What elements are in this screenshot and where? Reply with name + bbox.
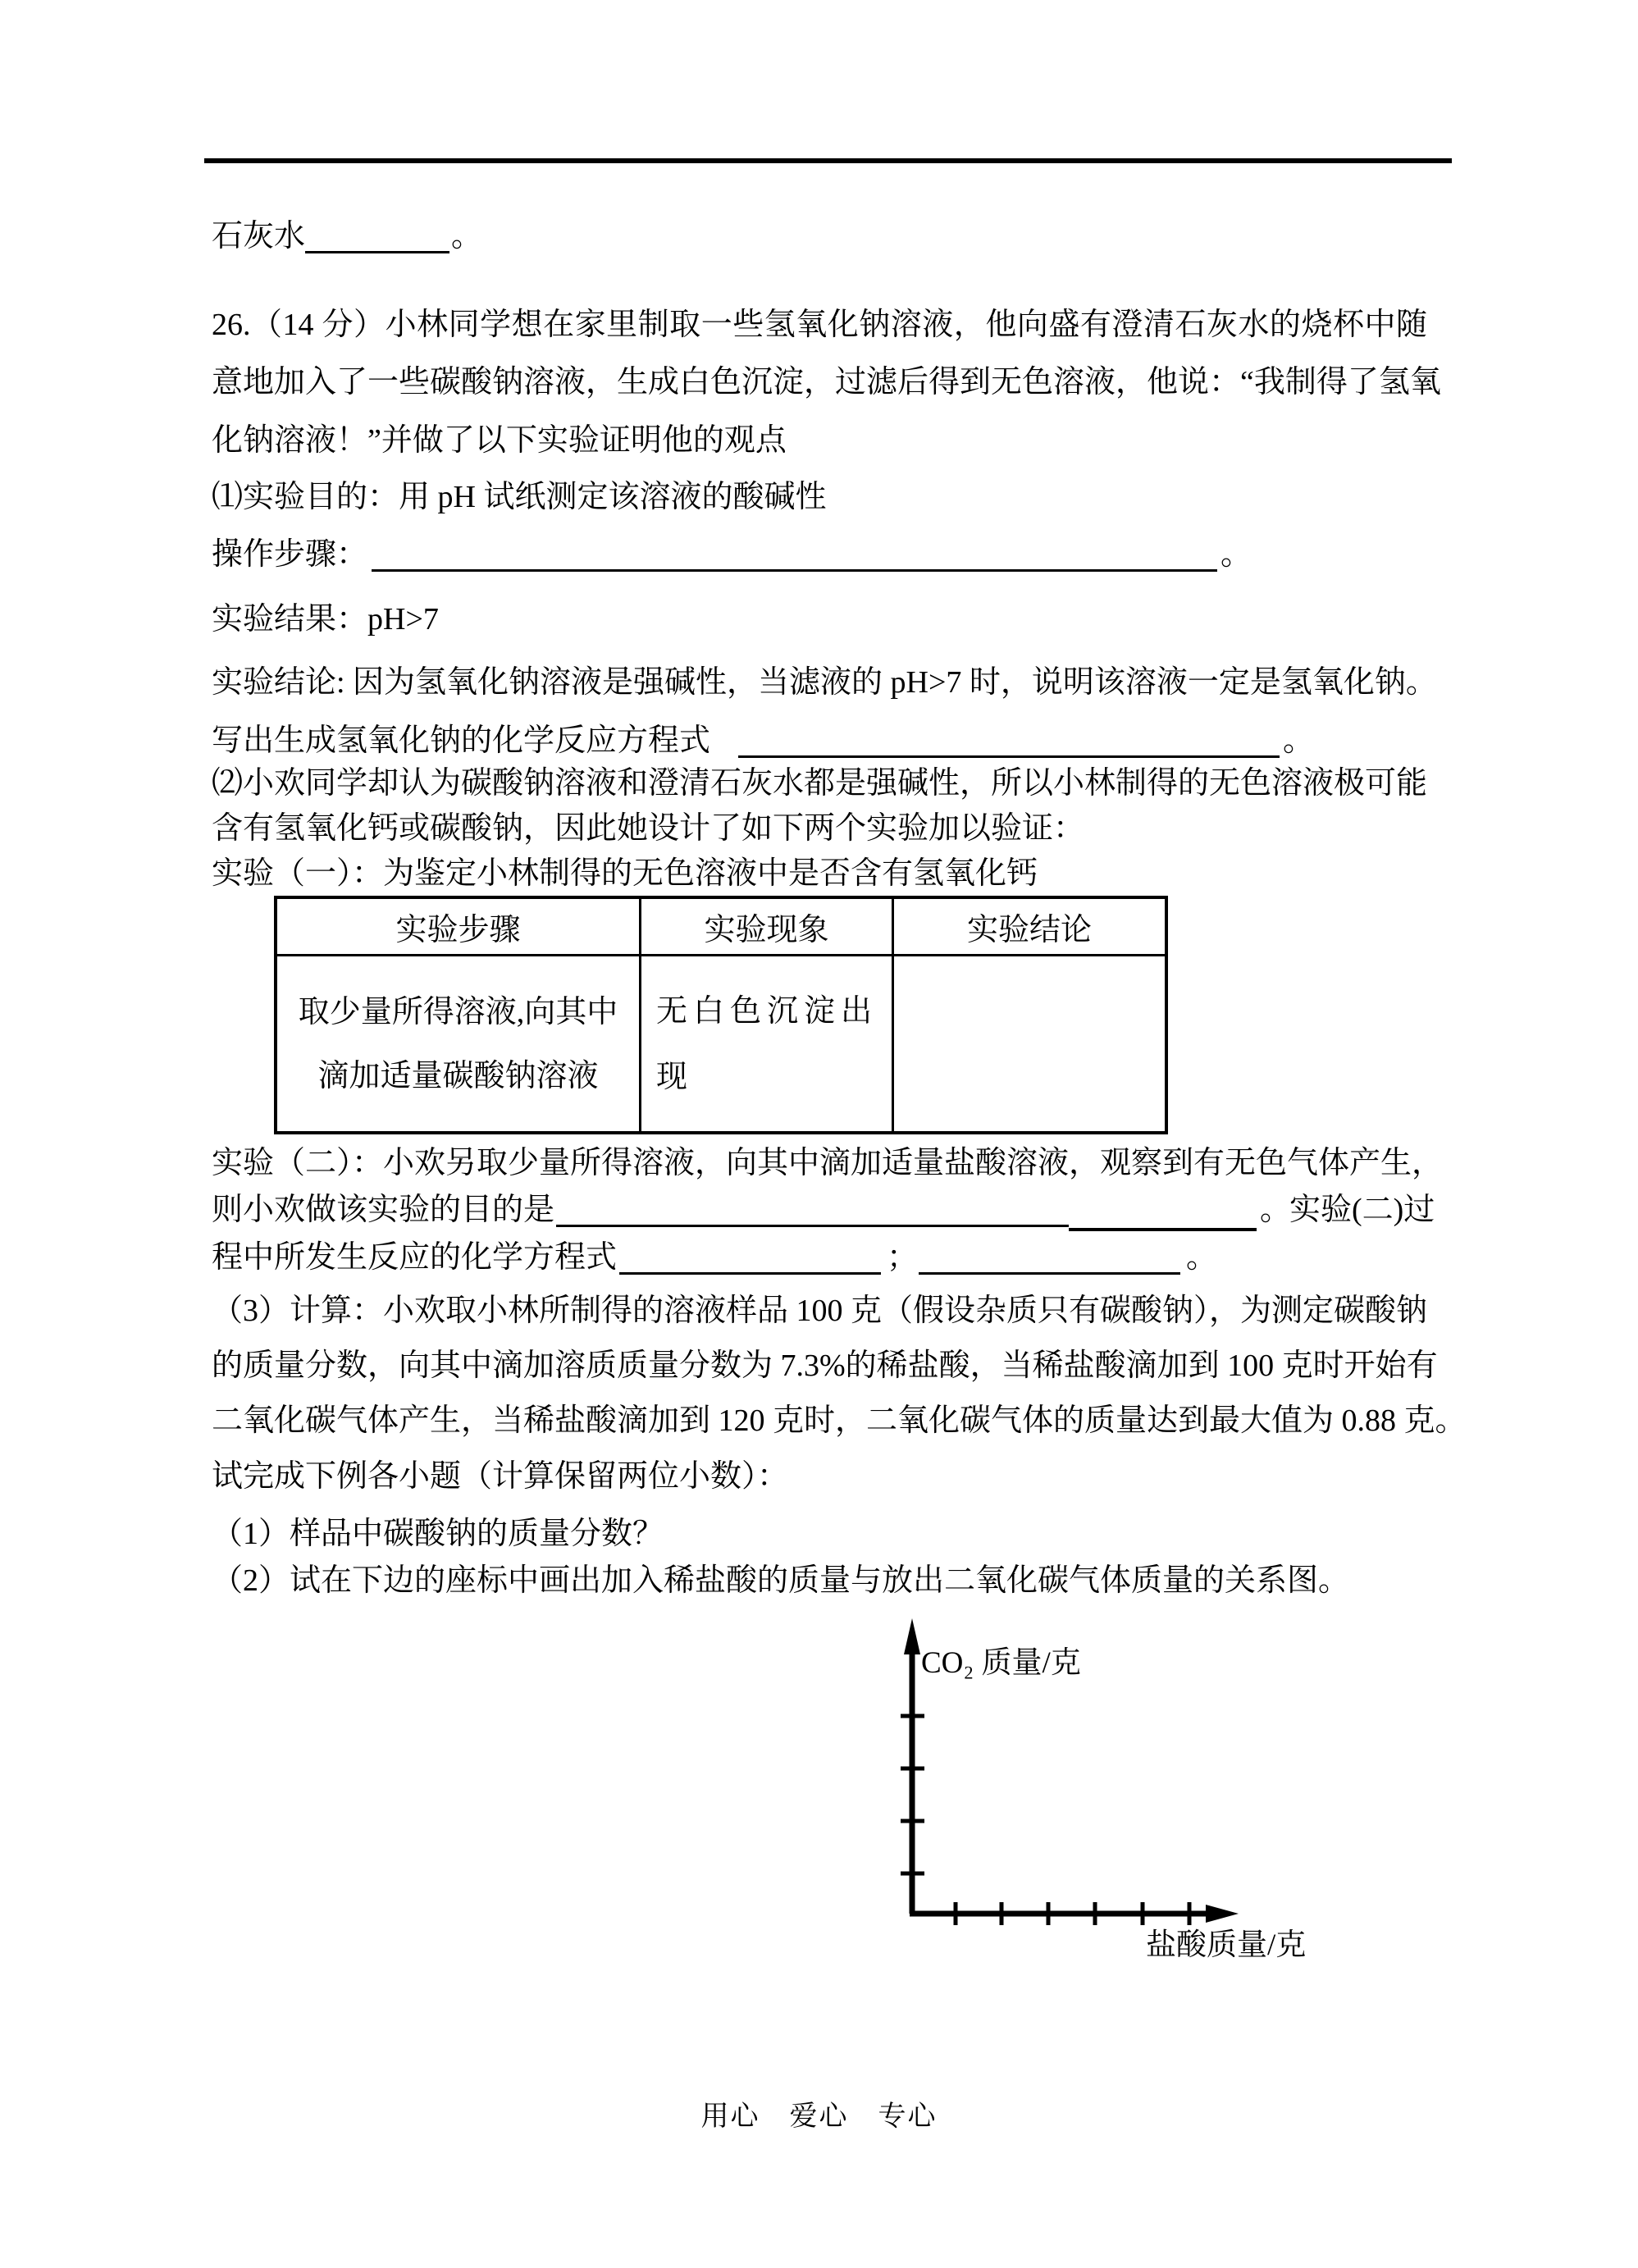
fill-blank-underline [372, 569, 1217, 572]
calculation-line-4: 试完成下例各小题（计算保留两位小数）： [212, 1459, 789, 1494]
x-axis-label: 盐酸质量/克 [1146, 1928, 1307, 1962]
line-text: ； [887, 1240, 919, 1275]
line-text: 写出生成氢氧化钠的化学反应方程式 [212, 723, 711, 758]
table-cell-text: 取少量所得溶液,向其中 [298, 994, 618, 1029]
calculation-line-3: 二氧化碳气体产生，当稀盐酸滴加到 120 克时，二氧化碳气体的质量达到最大值为 0.88 克。 [212, 1403, 1467, 1438]
experiment-2-equations-blank-line [212, 1238, 1218, 1277]
table-header-phenomenon: 实验现象 [641, 899, 894, 956]
question-26-intro-line-3: 化钠溶液！”并做了以下实验证明他的观点 [212, 423, 787, 458]
sub-question-2-line: （2）试在下边的座标中画出加入稀盐酸的质量与放出二氧化碳气体质量的关系图。 [212, 1563, 1350, 1598]
limewater-blank-line [212, 217, 483, 256]
table-cell-text: 无白色沉淀出 [656, 993, 878, 1029]
line-text: 。 [1283, 723, 1315, 758]
page-footer: 用心 爱心 专心 [700, 2101, 938, 2132]
question-26-intro-line-2: 意地加入了一些碳酸钠溶液，生成白色沉淀，过滤后得到无色溶液，他说：“我制得了氢氧 [212, 365, 1441, 399]
line-text: 操作步骤： [212, 537, 368, 572]
fill-blank-underline [919, 1272, 1180, 1275]
equation-blank-line [212, 721, 1315, 760]
experiment-result-line: 实验结果：pH>7 [212, 602, 439, 637]
line-text: 。 [1260, 1193, 1292, 1227]
table-cell-text: 滴加适量碳酸钠溶液 [317, 1058, 599, 1093]
fill-blank-underline [619, 1272, 881, 1275]
table-cell-conclusion-empty [894, 956, 1165, 1131]
table-header-conclusion: 实验结论 [894, 899, 1165, 956]
table-cell-steps [277, 956, 641, 1131]
sub-question-1-line: （1）样品中碳酸钠的质量分数？ [212, 1517, 664, 1551]
line-text: 。 [1186, 1240, 1218, 1275]
line-text: 石灰水 [212, 219, 306, 253]
line-text: 。 [1221, 537, 1252, 572]
calculation-line-1: （3）计算：小欢取小林所制得的溶液样品 100 克（假设杂质只有碳酸钠），为测定碳酸钠 [212, 1294, 1428, 1328]
experiment-2-purpose-blank-line [212, 1190, 1435, 1230]
table-header-steps: 实验步骤 [277, 899, 641, 956]
operation-steps-line [212, 535, 1252, 574]
experiment-purpose-line: ⑴实验目的：用 pH 试纸测定该溶液的酸碱性 [212, 480, 827, 514]
part-2-line-2: 含有氢氧化钙或碳酸钠，因此她设计了如下两个实验加以验证： [212, 811, 1085, 846]
part-2-line-1: ⑵小欢同学却认为碳酸钠溶液和澄清石灰水都是强碱性，所以小林制得的无色溶液极可能 [212, 766, 1428, 801]
top-divider-rule [204, 158, 1452, 163]
experiment-conclusion-line: 实验结论: 因为氢氧化钠溶液是强碱性，当滤液的 pH>7 时，说明该溶液一定是氢氧化钠。 [212, 665, 1437, 700]
line-text: 则小欢做该实验的目的是 [212, 1193, 555, 1227]
table-cell-phenomenon [641, 956, 894, 1131]
line-text: 。 [451, 219, 483, 253]
fill-blank-underline [738, 755, 1280, 758]
experiment-1-caption: 实验（一）：为鉴定小林制得的无色溶液中是否含有氢氧化钙 [212, 856, 1038, 891]
experiment-2-line-1: 实验（二）：小欢另取少量所得溶液，向其中滴加适量盐酸溶液，观察到有无色气体产生， [212, 1146, 1444, 1180]
calculation-line-2: 的质量分数，向其中滴加溶质质量分数为 7.3%的稀盐酸，当稀盐酸滴加到 100 克时开始有 [212, 1348, 1438, 1383]
fill-blank-underline [1069, 1228, 1257, 1231]
line-text: 程中所发生反应的化学方程式 [212, 1240, 618, 1275]
y-axis-arrow [904, 1618, 920, 1654]
experiment-table [274, 896, 1168, 1134]
table-cell-text: 现 [656, 1059, 694, 1094]
fill-blank-underline [305, 251, 449, 253]
fill-blank-underline [556, 1225, 1069, 1227]
question-26-intro-line-1: 26.（14 分）小林同学想在家里制取一些氢氧化钠溶液，他向盛有澄清石灰水的烧杯中随 [212, 308, 1427, 342]
line-text: 实验(二)过 [1289, 1193, 1435, 1227]
y-axis-label: CO₂ 质量/克 [921, 1646, 1081, 1680]
